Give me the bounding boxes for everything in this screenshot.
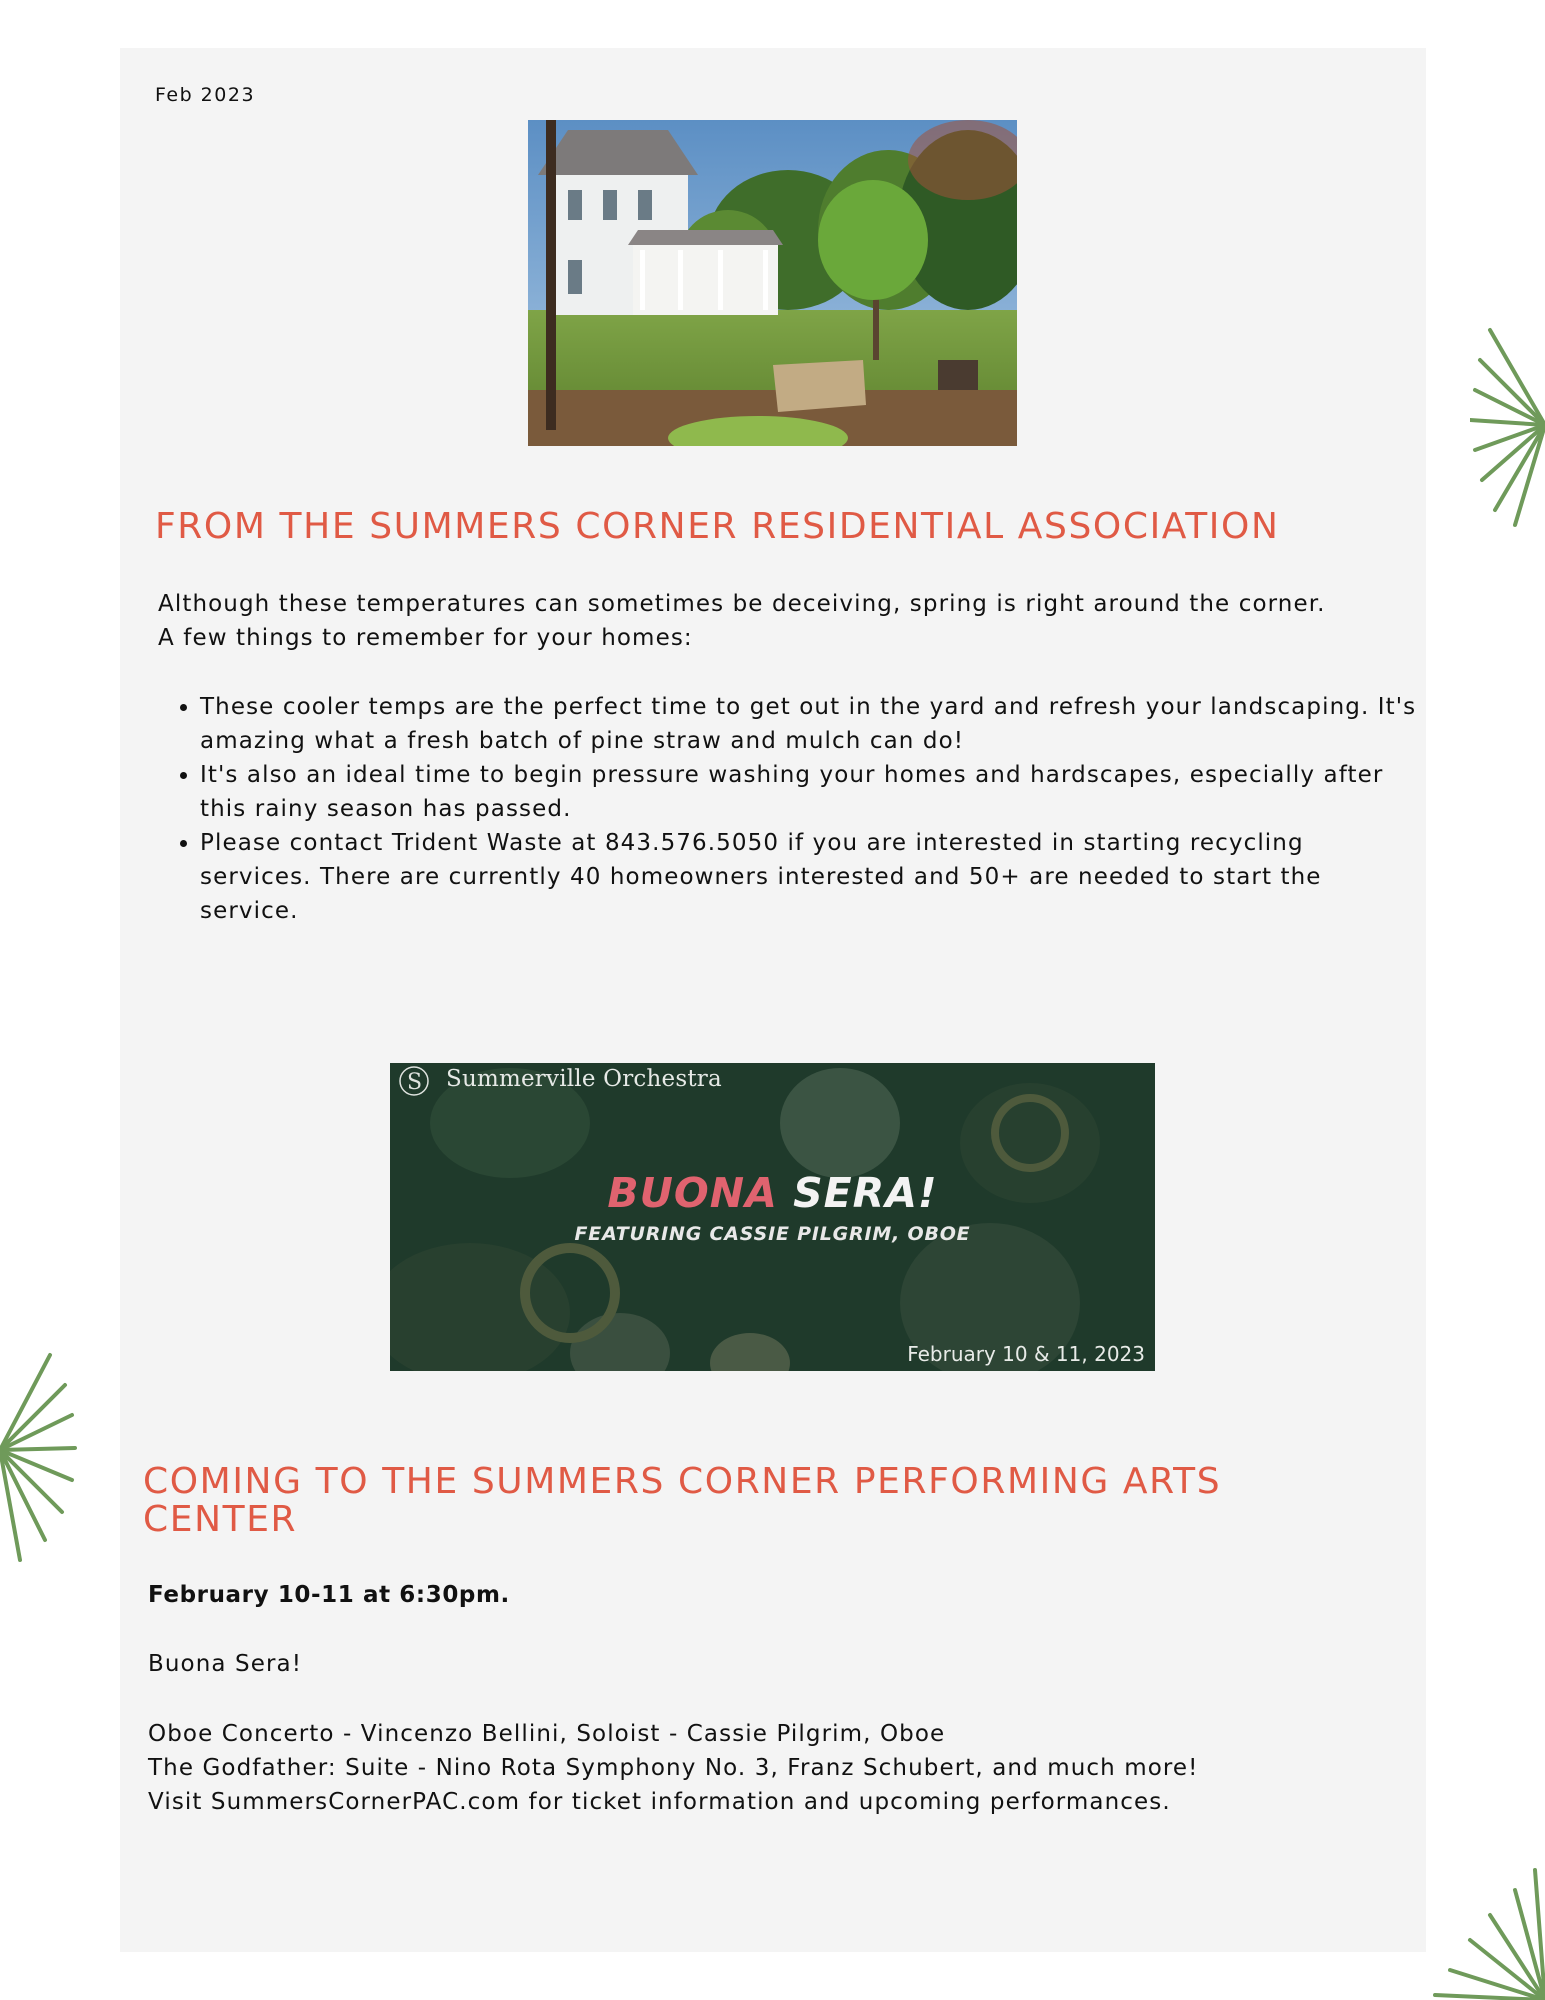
- event-date: February 10-11 at 6:30pm.: [148, 1582, 510, 1608]
- tip-recycling: • Please contact Trident Waste at 843.576.5050 if you are interested in starting recycling services. There are currently 40 homeowners interested and 50+ are needed to start the service.: [200, 826, 1420, 928]
- banner-background: [390, 1063, 1155, 1371]
- pac-heading: COMING TO THE SUMMERS CORNER PERFORMING ARTS CENTER: [143, 1461, 1222, 1540]
- association-tips-list: [158, 690, 1420, 928]
- association-intro: [158, 587, 1398, 655]
- orchestra-banner: [390, 1063, 1155, 1371]
- palm-leaf-icon: [1470, 320, 1545, 530]
- event-details: [148, 1717, 1388, 1819]
- svg-text:S: S: [407, 1070, 423, 1095]
- event-line-godfather: The Godfather: Suite - Nino Rota Symphony No. 3, Franz Schubert, and much more!: [148, 1755, 1199, 1781]
- tip-pressure-washing: • It's also an ideal time to begin pressure washing your homes and hardscapes, especially after this rainy season has passed.: [200, 758, 1420, 826]
- orchestra-name: Summerville Orchestra: [446, 1066, 722, 1092]
- issue-date: Feb 2023: [155, 84, 256, 106]
- tip-landscaping: • These cooler temps are the perfect time to get out in the yard and refresh your landscaping. It's amazing what a fresh batch of pine straw and mulch can do!: [200, 690, 1420, 758]
- banner-title-part1: BUONA: [607, 1169, 778, 1217]
- intro-line-2: A few things to remember for your homes:: [158, 625, 693, 651]
- event-line-tickets: Visit SummersCornerPAC.com for ticket information and upcoming performances.: [148, 1789, 1171, 1815]
- banner-title-part2: SERA!: [777, 1169, 938, 1217]
- palm-leaf-icon: [1430, 1860, 1545, 2000]
- banner-subtitle: FEATURING CASSIE PILGRIM, OBOE: [574, 1223, 971, 1245]
- event-name: Buona Sera!: [148, 1651, 303, 1677]
- house-photo: [528, 120, 1017, 446]
- intro-line-1: Although these temperatures can sometimes be deceiving, spring is right around the corner.: [158, 591, 1326, 617]
- banner-title: [390, 1169, 1155, 1217]
- palm-leaf-icon: [0, 1340, 80, 1570]
- association-heading: FROM THE SUMMERS CORNER RESIDENTIAL ASSOCIATION: [155, 506, 1280, 547]
- event-line-oboe: Oboe Concerto - Vincenzo Bellini, Soloist - Cassie Pilgrim, Oboe: [148, 1721, 946, 1747]
- orchestra-logo-icon: [394, 1063, 438, 1099]
- banner-dates: February 10 & 11, 2023: [907, 1342, 1145, 1366]
